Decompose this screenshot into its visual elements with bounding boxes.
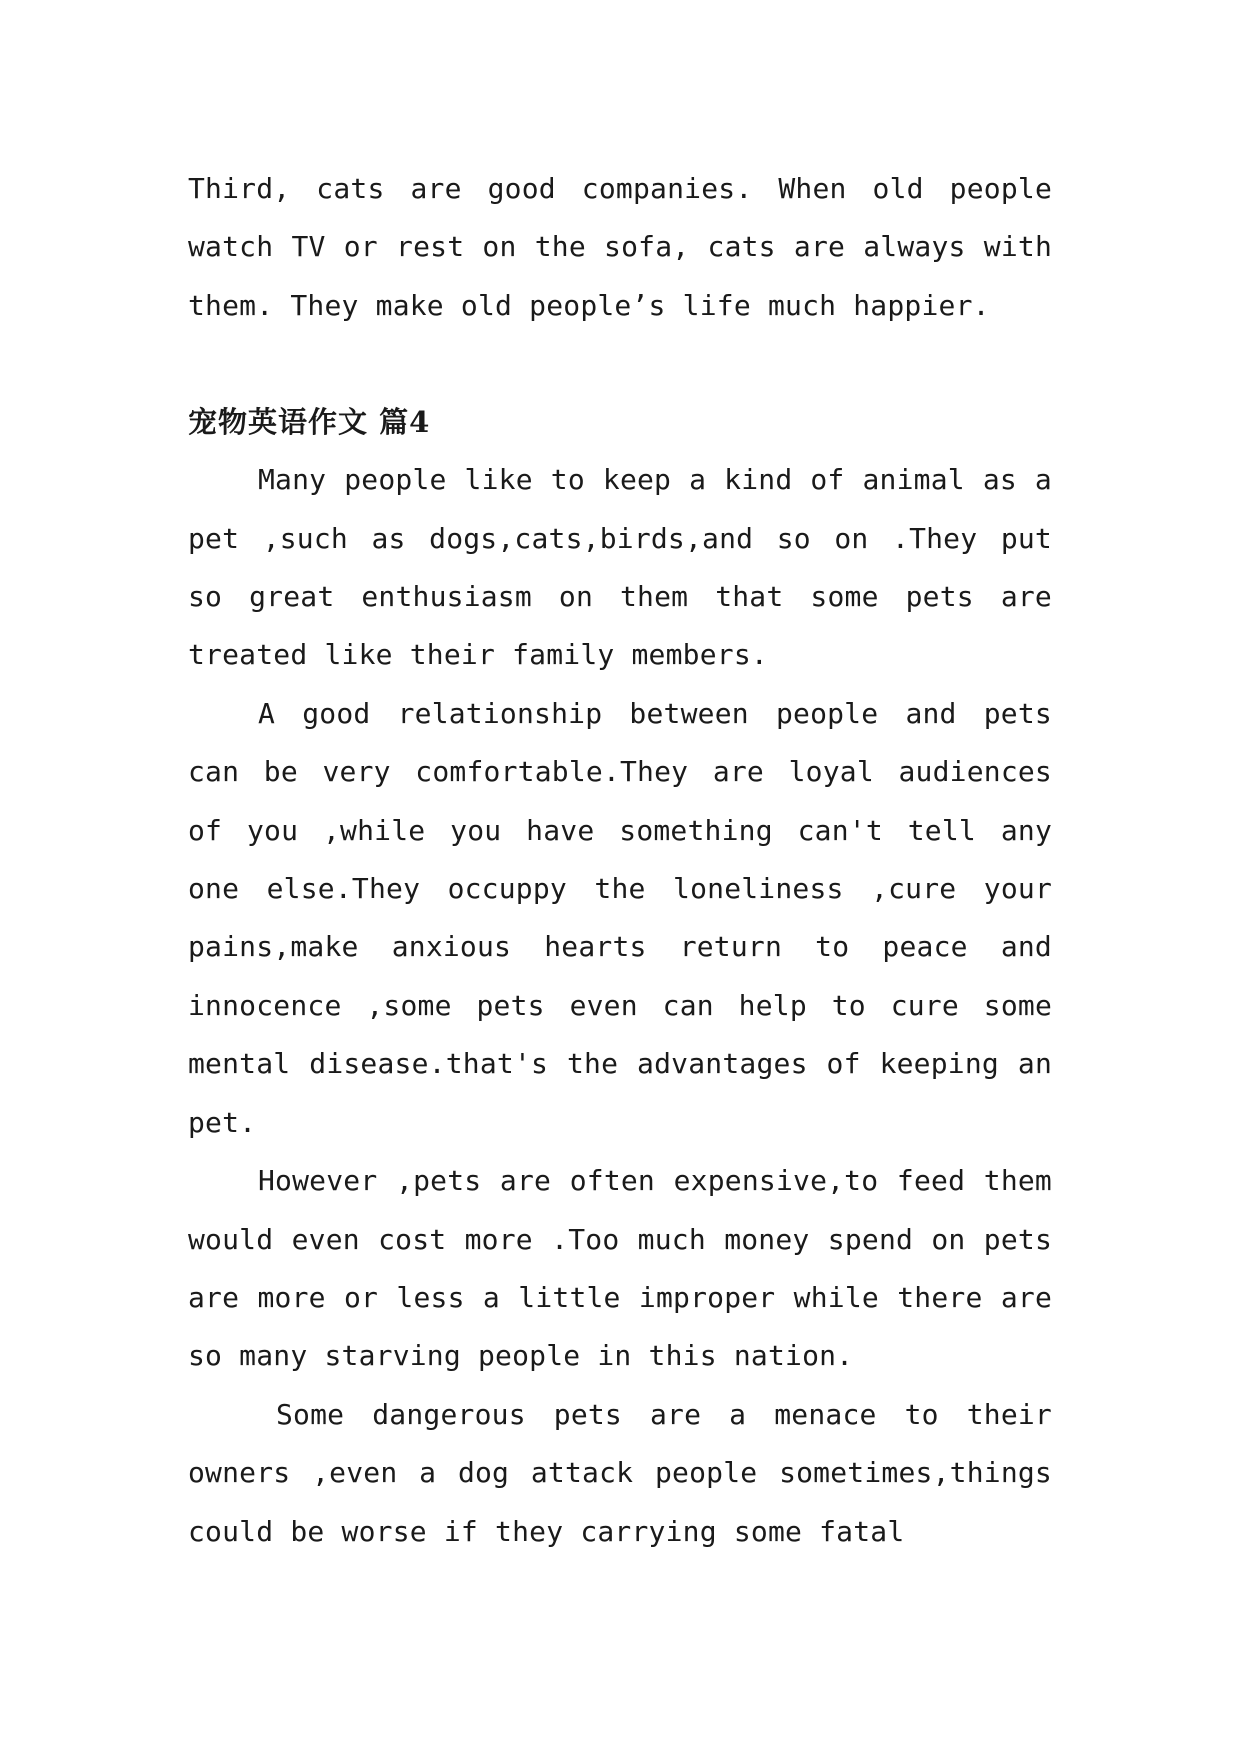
paragraph-pets-intro: Many people like to keep a kind of animal as a pet ,such as dogs,cats,birds,and so on .They put so great enthusiasm on them that some pets are treated like their family members. — [188, 463, 1052, 672]
paragraph-pets-advantages: A good relationship between people and pets can be very comfortable.They are loyal audiences of you ,while you have something can't tell any one else.They occuppy the loneliness ,cure your pains,make anxious hearts return to peace and innocence ,some pets even can help to cure some mental disease.that's the advantages of keeping an pet. — [188, 696, 1052, 1139]
paragraph-pets-danger: Some dangerous pets are a menace to their owners ,even a dog attack people sometimes,things could be worse if they carrying some fatal — [188, 1397, 1052, 1548]
section-heading: 宠物英语作文 篇4 — [188, 405, 431, 440]
paragraph-cats-companies: Third, cats are good companies. When old people watch TV or rest on the sofa, cats are always with them. They make old people’s life much happier. — [188, 172, 1052, 322]
document-body — [188, 160, 1052, 1561]
paragraph-pets-expense: However ,pets are often expensive,to feed them would even cost more .Too much money spend on pets are more or less a little improper while there are so many starving people in this nation. — [188, 1164, 1052, 1373]
